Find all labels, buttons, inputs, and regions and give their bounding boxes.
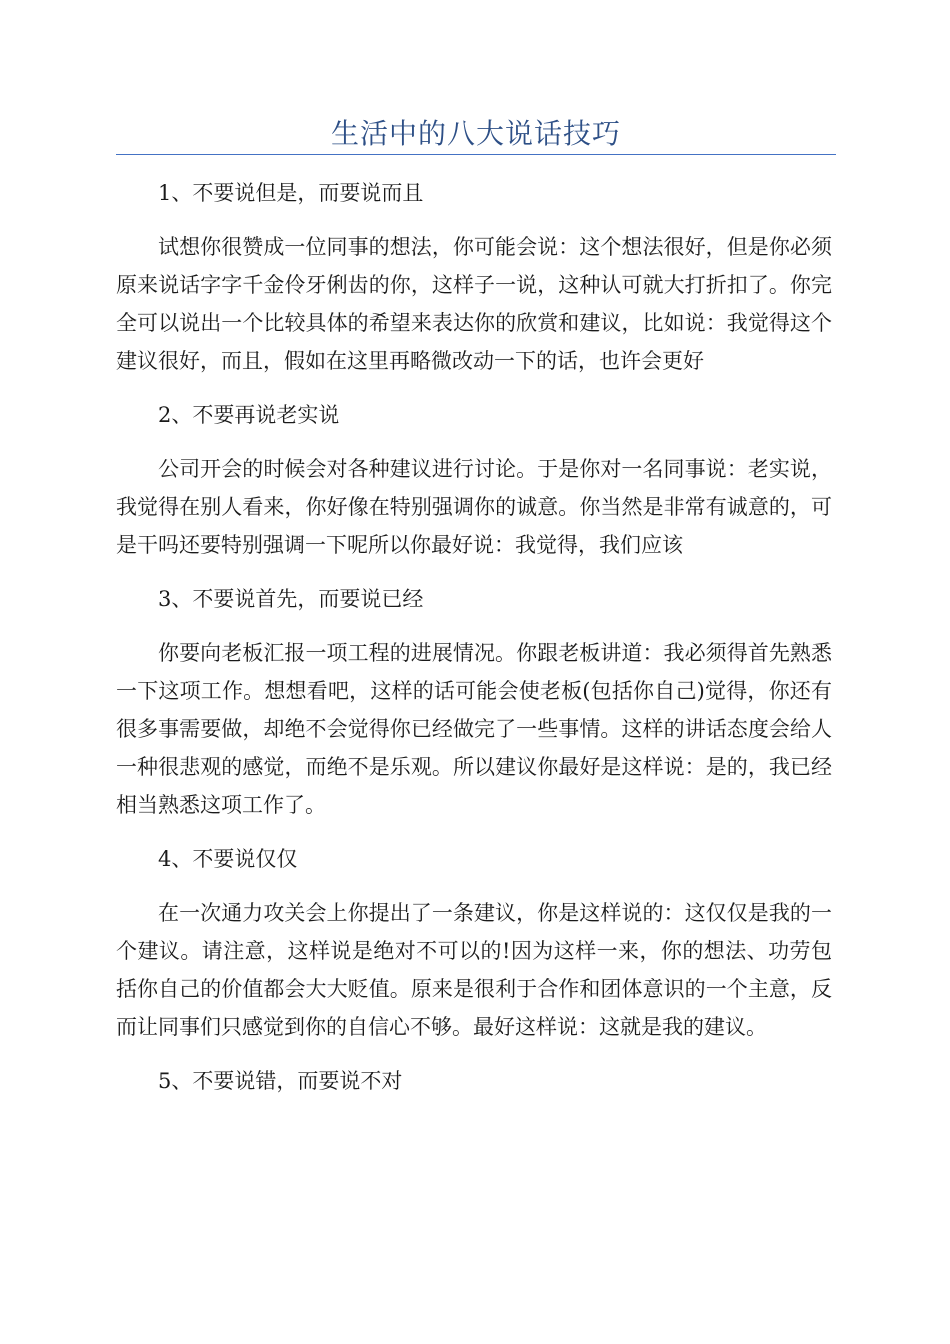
section-paragraph-1: 试想你很赞成一位同事的想法，你可能会说：这个想法很好，但是你必须原来说话字字千金伶牙俐齿的你，这样子一说，这种认可就大打折扣了。你完全可以说出一个比较具体的希望来表达你的欣赏和建议，比如说：我觉得这个建议很好，而且，假如在这里再略微改动一下的话，也许会更好 <box>116 235 832 373</box>
section-paragraph-2: 公司开会的时候会对各种建议进行讨论。于是你对一名同事说：老实说，我觉得在别人看来，你好像在特别强调你的诚意。你当然是非常有诚意的，可是干吗还要特别强调一下呢所以你最好说：我觉得，我们应该 <box>116 457 832 557</box>
section-heading-2: 2、不要再说老实说 <box>158 403 340 427</box>
document-title: 生活中的八大说话技巧 <box>330 117 621 150</box>
section-heading-4: 4、不要说仅仅 <box>158 847 298 871</box>
section-heading-3: 3、不要说首先，而要说已经 <box>158 587 424 611</box>
document-body <box>116 174 832 1116</box>
section-heading-1: 1、不要说但是，而要说而且 <box>158 181 424 205</box>
section-heading-5: 5、不要说错，而要说不对 <box>158 1069 403 1093</box>
section-paragraph-3: 你要向老板汇报一项工程的进展情况。你跟老板讲道：我必须得首先熟悉一下这项工作。想想看吧，这样的话可能会使老板(包括你自己)觉得，你还有很多事需要做，却绝不会觉得你已经做完了一些事情。这样的讲话态度会给人一种很悲观的感觉，而绝不是乐观。所以建议你最好是这样说：是的，我已经相当熟悉这项工作了。 <box>116 641 832 817</box>
title-underline <box>116 154 836 155</box>
section-paragraph-4: 在一次通力攻关会上你提出了一条建议，你是这样说的：这仅仅是我的一个建议。请注意，这样说是绝对不可以的!因为这样一来，你的想法、功劳包括你自己的价值都会大大贬值。原来是很利于合作和团体意识的一个主意，反而让同事们只感觉到你的自信心不够。最好这样说：这就是我的建议。 <box>116 901 832 1039</box>
